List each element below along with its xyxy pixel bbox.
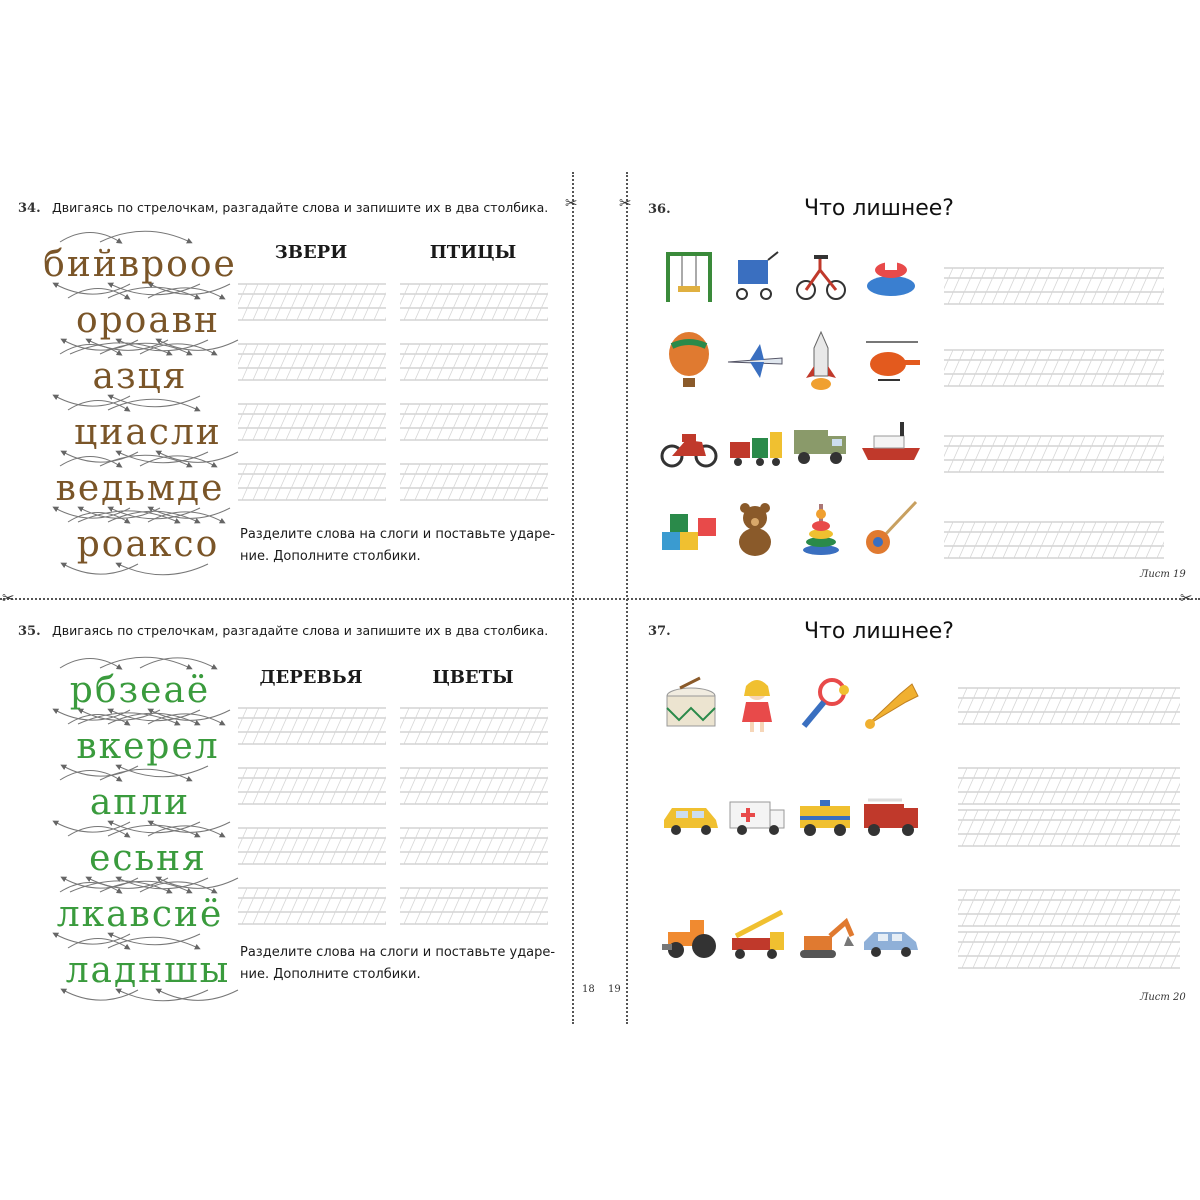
writing-line-set[interactable]	[944, 348, 1166, 388]
sheet-label: Лист 20	[1140, 992, 1186, 1003]
scrambled-word-text: апли	[89, 782, 191, 823]
page-number-right: 19	[608, 984, 621, 995]
toy-train-icon[interactable]	[724, 412, 786, 474]
truck-icon[interactable]	[790, 412, 852, 474]
writing-line-set[interactable]	[238, 282, 388, 322]
writing-line-set[interactable]	[400, 706, 550, 746]
helicopter-icon[interactable]	[860, 330, 922, 392]
scrambled-word-text: есьня	[89, 838, 207, 879]
writing-line-set[interactable]	[400, 766, 550, 806]
writing-line-set[interactable]	[944, 434, 1166, 474]
exercise-34	[0, 172, 572, 597]
scrambled-word	[40, 346, 240, 402]
writing-line-set[interactable]	[238, 342, 388, 382]
writing-line-set[interactable]	[400, 826, 550, 866]
rocket-icon[interactable]	[790, 330, 852, 392]
exercise-37	[608, 612, 1200, 1027]
scissors-icon: ✂	[2, 589, 15, 607]
police-car-icon[interactable]	[794, 784, 856, 846]
scrambled-word-text: ведьмде	[55, 468, 225, 509]
column-header-flowers: ЦВЕТЫ	[432, 667, 514, 688]
scrambled-word-text: лкавсиё	[56, 894, 224, 935]
writing-line-set[interactable]	[944, 266, 1166, 306]
column-header-trees: ДЕРЕВЬЯ	[259, 667, 363, 688]
scrambled-word	[40, 772, 240, 828]
doll-icon[interactable]	[726, 676, 788, 738]
sedan-car-icon[interactable]	[860, 906, 922, 968]
writing-line-set[interactable]	[958, 930, 1180, 970]
push-toy-icon[interactable]	[860, 498, 922, 560]
drum-icon[interactable]	[660, 676, 722, 738]
motorcycle-icon[interactable]	[658, 412, 720, 474]
scrambled-word	[40, 234, 240, 290]
writing-line-set[interactable]	[238, 462, 388, 502]
exercise-number: 36.	[648, 202, 671, 217]
scrambled-word-text: ладншы	[65, 950, 231, 991]
column-header-animals: ЗВЕРИ	[274, 242, 348, 263]
writing-line-set[interactable]	[400, 462, 550, 502]
writing-line-set[interactable]	[238, 886, 388, 926]
taxi-icon[interactable]	[660, 784, 722, 846]
trumpet-icon[interactable]	[860, 676, 922, 738]
exercise-title: Что лишнее?	[804, 196, 954, 221]
fire-truck-icon[interactable]	[860, 784, 922, 846]
writing-line-set[interactable]	[238, 706, 388, 746]
exercise-hint: Разделите слова на слоги и поставьте ударе-ние. Дополните столбики.	[240, 527, 556, 564]
column-header-birds: ПТИЦЫ	[429, 242, 517, 263]
writing-line-set[interactable]	[400, 886, 550, 926]
scrambled-word	[48, 716, 248, 772]
teddy-bear-icon[interactable]	[724, 498, 786, 560]
scrambled-word-text: циасли	[74, 412, 222, 453]
crane-truck-icon[interactable]	[726, 906, 788, 968]
scrambled-word-text: азця	[92, 356, 188, 397]
exercise-instruction: Двигаясь по стрелочкам, разгадайте слова и запишите их в два столбика.	[52, 200, 549, 215]
scrambled-word	[40, 660, 240, 716]
scissors-icon: ✂	[565, 194, 578, 212]
tractor-icon[interactable]	[660, 906, 722, 968]
ship-icon[interactable]	[860, 412, 922, 474]
tricycle-icon[interactable]	[790, 246, 852, 308]
stroller-icon[interactable]	[724, 246, 786, 308]
scissors-icon: ✂	[1180, 589, 1193, 607]
exercise-instruction: Двигаясь по стрелочкам, разгадайте слова и запишите их в два столбика.	[52, 623, 549, 638]
writing-line-set[interactable]	[958, 766, 1180, 806]
scrambled-word	[40, 458, 240, 514]
scrambled-word	[48, 514, 248, 570]
scrambled-word-text: рбзеаё	[69, 670, 211, 711]
writing-line-set[interactable]	[400, 282, 550, 322]
exercise-number: 37.	[648, 624, 671, 639]
writing-line-set[interactable]	[958, 686, 1180, 726]
rattle-icon[interactable]	[794, 676, 856, 738]
page-number-left: 18	[582, 984, 595, 995]
exercise-36	[628, 172, 1200, 597]
scrambled-word	[48, 290, 248, 346]
writing-line-set[interactable]	[958, 888, 1180, 928]
writing-line-set[interactable]	[238, 826, 388, 866]
airplane-icon[interactable]	[724, 330, 786, 392]
baby-walker-icon[interactable]	[860, 246, 922, 308]
hot-air-balloon-icon[interactable]	[658, 330, 720, 392]
excavator-icon[interactable]	[794, 906, 856, 968]
writing-line-set[interactable]	[944, 520, 1166, 560]
scrambled-word	[48, 828, 248, 884]
writing-line-set[interactable]	[400, 342, 550, 382]
writing-line-set[interactable]	[238, 402, 388, 442]
exercise-35	[0, 612, 595, 1027]
ring-pyramid-icon[interactable]	[790, 498, 852, 560]
scrambled-word-text: ороавн	[75, 300, 221, 341]
scissors-icon: ✂	[619, 194, 632, 212]
scrambled-word	[48, 940, 248, 996]
alphabet-blocks-icon[interactable]	[658, 498, 720, 560]
scrambled-word-text: роаксо	[76, 524, 220, 565]
writing-line-set[interactable]	[238, 766, 388, 806]
sheet-label: Лист 19	[1140, 569, 1186, 580]
scrambled-word-text: бийвроое	[43, 244, 237, 285]
exercise-number: 34.	[18, 201, 41, 216]
ambulance-icon[interactable]	[726, 784, 788, 846]
swing-icon[interactable]	[658, 246, 720, 308]
scrambled-word-text: вкерел	[76, 726, 220, 767]
writing-line-set[interactable]	[958, 808, 1180, 848]
horizontal-cut-line	[0, 598, 1200, 600]
scrambled-word	[40, 884, 240, 940]
exercise-hint: Разделите слова на слоги и поставьте ударе-ние. Дополните столбики.	[240, 945, 556, 982]
exercise-number: 35.	[18, 624, 41, 639]
exercise-title: Что лишнее?	[804, 619, 954, 644]
scrambled-word	[48, 402, 248, 458]
writing-line-set[interactable]	[400, 402, 550, 442]
